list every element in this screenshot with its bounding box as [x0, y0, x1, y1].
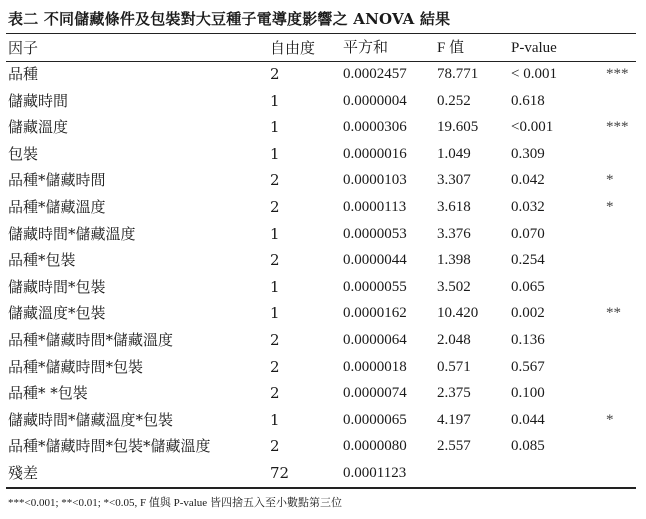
cell-ss: 0.0000162 [343, 305, 407, 322]
cell-p-value: 0.044 [511, 411, 545, 428]
cell-f-value: 1.398 [437, 252, 471, 269]
table-row [0, 354, 646, 380]
cell-df: 2 [270, 251, 280, 270]
cell-df: 2 [270, 65, 280, 83]
cell-significance: ** [606, 305, 621, 322]
cell-p-value: <0.001 [511, 119, 554, 136]
cell-ss: 0.0000113 [343, 199, 407, 215]
cell-factor: 儲藏溫度*包裝 [8, 304, 106, 323]
cell-f-value: 3.502 [437, 278, 471, 295]
header-factor: 因子 [8, 39, 39, 57]
cell-ss: 0.0000018 [343, 358, 407, 375]
cell-df: 2 [270, 331, 280, 349]
cell-f-value: 3.376 [437, 225, 471, 242]
cell-f-value: 0.571 [437, 358, 471, 375]
cell-p-value: 0.309 [511, 145, 545, 162]
cell-factor: 品種*儲藏時間 [8, 171, 106, 190]
cell-p-value: 0.032 [511, 199, 545, 215]
cell-df: 2 [270, 437, 280, 456]
cell-df: 1 [270, 277, 280, 296]
cell-ss: 0.0001123 [343, 465, 407, 481]
table-row [0, 407, 646, 433]
cell-factor: 包裝 [8, 144, 39, 163]
cell-f-value: 2.557 [437, 438, 471, 455]
cell-p-value: 0.002 [511, 305, 545, 322]
cell-f-value: 4.197 [437, 411, 471, 428]
cell-p-value: 0.136 [511, 332, 545, 348]
table-row [0, 247, 646, 273]
table-row [0, 141, 646, 167]
cell-f-value: 0.252 [437, 92, 471, 109]
cell-factor: 殘差 [8, 464, 39, 482]
cell-ss: 0.0000074 [343, 385, 407, 402]
table-header-row [0, 35, 646, 61]
cell-factor: 儲藏時間*儲藏溫度*包裝 [8, 410, 174, 429]
cell-factor: 品種 [8, 65, 39, 83]
top-rule [6, 33, 636, 34]
cell-factor: 儲藏溫度 [8, 118, 69, 137]
cell-df: 1 [270, 118, 280, 137]
cell-p-value: 0.070 [511, 225, 545, 242]
cell-factor: 儲藏時間*包裝 [8, 277, 106, 296]
cell-f-value: 2.375 [437, 385, 471, 402]
cell-f-value: 78.771 [437, 66, 479, 82]
cell-f-value: 2.048 [437, 332, 471, 348]
table-row [0, 380, 646, 406]
cell-df: 1 [270, 91, 280, 110]
table-caption: 表二 不同儲藏條件及包裝對大豆種子電導度影響之 ANOVA 結果 [8, 10, 451, 28]
table-row [0, 114, 646, 140]
table-row [0, 167, 646, 193]
table-row [0, 433, 646, 459]
cell-factor: 品種* *包裝 [8, 384, 88, 403]
cell-f-value: 1.049 [437, 145, 471, 162]
header-ss: 平方和 [343, 40, 389, 56]
header-df: 自由度 [270, 39, 316, 57]
cell-factor: 儲藏時間 [8, 91, 69, 110]
cell-df: 2 [270, 357, 280, 376]
table-row [0, 300, 646, 326]
cell-ss: 0.0000080 [343, 438, 407, 455]
cell-ss: 0.0000055 [343, 278, 407, 295]
cell-ss: 0.0000306 [343, 119, 407, 136]
table-footnote: ***<0.001; **<0.01; *<0.05, F 值與 P-value 皆四捨五入至小數點第三位 [8, 497, 342, 509]
cell-p-value: 0.100 [511, 385, 545, 402]
cell-significance: * [606, 199, 614, 215]
cell-df: 1 [270, 410, 280, 429]
cell-f-value: 3.618 [437, 199, 471, 215]
cell-p-value: < 0.001 [511, 66, 557, 82]
cell-df: 1 [270, 144, 280, 163]
table-row [0, 194, 646, 220]
cell-factor: 品種*儲藏溫度 [8, 198, 106, 216]
table-row [0, 88, 646, 114]
cell-factor: 儲藏時間*儲藏溫度 [8, 224, 136, 243]
cell-f-value: 3.307 [437, 172, 471, 189]
cell-df: 2 [270, 198, 280, 216]
cell-p-value: 0.254 [511, 252, 545, 269]
cell-ss: 0.0000065 [343, 411, 407, 428]
table-row [0, 61, 646, 87]
table-row [0, 274, 646, 300]
cell-significance: * [606, 411, 614, 428]
cell-ss: 0.0000016 [343, 145, 407, 162]
cell-ss: 0.0000053 [343, 225, 407, 242]
cell-p-value: 0.618 [511, 92, 545, 109]
cell-factor: 品種*包裝 [8, 251, 76, 270]
cell-df: 2 [270, 384, 280, 403]
table-row [0, 221, 646, 247]
header-p: P-value [511, 40, 557, 56]
cell-significance: *** [606, 119, 629, 136]
cell-df: 72 [270, 464, 290, 482]
cell-df: 1 [270, 304, 280, 323]
cell-ss: 0.0000103 [343, 172, 407, 189]
cell-df: 2 [270, 171, 280, 190]
cell-p-value: 0.085 [511, 438, 545, 455]
cell-f-value: 19.605 [437, 119, 479, 136]
cell-ss: 0.0000064 [343, 332, 407, 348]
cell-p-value: 0.065 [511, 278, 545, 295]
header-f: F 值 [437, 40, 465, 56]
table-row [0, 327, 646, 353]
cell-significance: * [606, 172, 614, 189]
table-row [0, 460, 646, 486]
cell-p-value: 0.567 [511, 358, 545, 375]
cell-df: 1 [270, 224, 280, 243]
cell-factor: 品種*儲藏時間*儲藏溫度 [8, 331, 174, 349]
cell-f-value: 10.420 [437, 305, 479, 322]
cell-factor: 品種*儲藏時間*包裝 [8, 357, 144, 376]
cell-p-value: 0.042 [511, 172, 545, 189]
cell-significance: *** [606, 66, 629, 82]
cell-factor: 品種*儲藏時間*包裝*儲藏溫度 [8, 437, 211, 456]
bottom-rule [6, 487, 636, 489]
cell-ss: 0.0000044 [343, 252, 407, 269]
cell-ss: 0.0002457 [343, 66, 407, 82]
cell-ss: 0.0000004 [343, 92, 407, 109]
